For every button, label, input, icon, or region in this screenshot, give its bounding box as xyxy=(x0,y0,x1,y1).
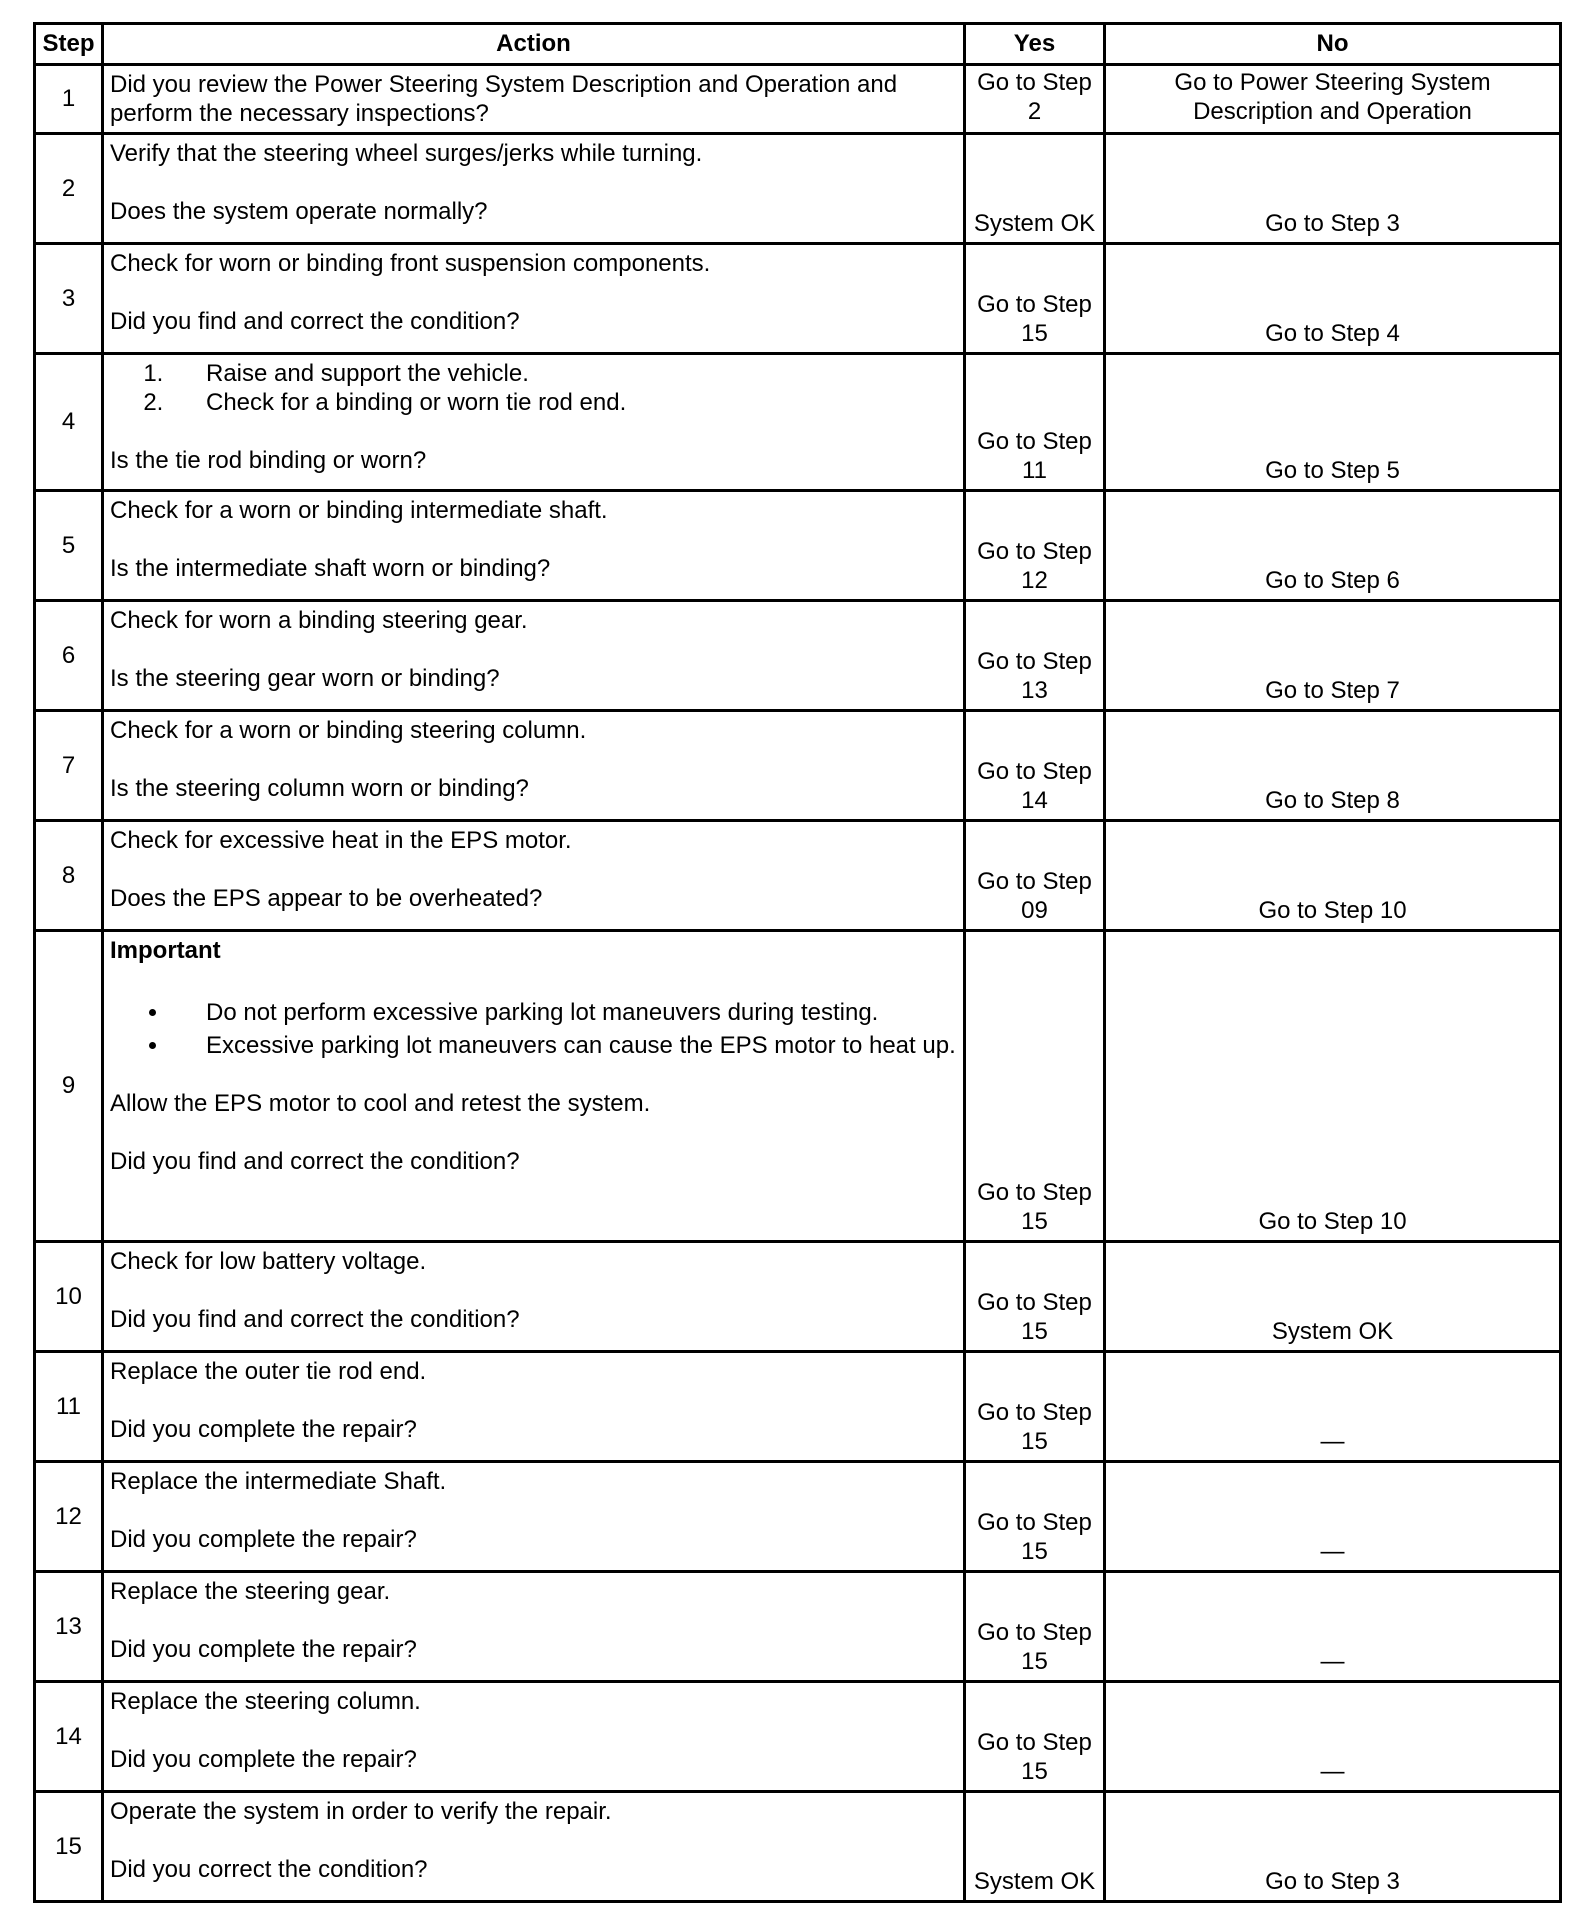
action-text: Check for worn a binding steering gear. xyxy=(110,607,528,634)
table-row xyxy=(35,244,1561,354)
question-text: Did you complete the repair? xyxy=(110,1636,417,1663)
action-cell xyxy=(103,711,965,821)
no-cell xyxy=(1105,134,1561,244)
no-outcome: Go to Step 10 xyxy=(1258,1208,1407,1235)
important-bullet: • Excessive parking lot maneuvers can cause the EPS motor to heat up. xyxy=(170,1031,957,1060)
no-outcome: Go to Step 10 xyxy=(1258,897,1407,924)
step-number: 15 xyxy=(35,1792,103,1902)
question-text: Does the system operate normally? xyxy=(110,198,488,225)
no-cell xyxy=(1105,1352,1561,1462)
action-text: Verify that the steering wheel surges/jerks while turning. xyxy=(110,140,703,167)
yes-outcome: 15 xyxy=(1021,1648,1048,1675)
table-row xyxy=(35,1352,1561,1462)
step-number: 8 xyxy=(35,821,103,931)
step-number: 10 xyxy=(35,1242,103,1352)
action-text: Replace the steering gear. xyxy=(110,1578,391,1605)
yes-outcome: 15 xyxy=(1021,1318,1048,1345)
no-outcome: Go to Step 7 xyxy=(1265,677,1400,704)
no-outcome: Go to Step 4 xyxy=(1265,320,1400,347)
yes-cell xyxy=(965,1352,1105,1462)
question-text: Is the tie rod binding or worn? xyxy=(110,447,427,474)
question-text: Did you correct the condition? xyxy=(110,1856,428,1883)
yes-outcome: Go to Step xyxy=(977,291,1092,318)
action-text: Allow the EPS motor to cool and retest the system. xyxy=(110,1090,651,1117)
question-text: Is the steering gear worn or binding? xyxy=(110,665,500,692)
yes-cell xyxy=(965,1572,1105,1682)
action-cell xyxy=(103,601,965,711)
yes-outcome: Go to Step xyxy=(977,538,1092,565)
table-row xyxy=(35,1682,1561,1792)
no-cell xyxy=(1105,711,1561,821)
question-text: Did you complete the repair? xyxy=(110,1746,417,1773)
step-number: 6 xyxy=(35,601,103,711)
question-text: Did you find and correct the condition? xyxy=(110,1306,520,1333)
step-number: 3 xyxy=(35,244,103,354)
step-number: 4 xyxy=(35,354,103,491)
substep-item: 1. Raise and support the vehicle. xyxy=(170,359,957,388)
header-yes: Yes xyxy=(965,24,1105,65)
yes-outcome: 15 xyxy=(1021,1538,1048,1565)
question-text: Is the intermediate shaft worn or binding? xyxy=(110,555,551,582)
yes-outcome: Go to Step xyxy=(977,1729,1092,1756)
yes-outcome: Go to Step xyxy=(977,1509,1092,1536)
table-row xyxy=(35,931,1561,1242)
important-list xyxy=(110,998,957,1060)
yes-outcome: 2 xyxy=(1027,98,1042,125)
action-cell xyxy=(103,1682,965,1792)
step-number: 13 xyxy=(35,1572,103,1682)
step-number: 1 xyxy=(35,65,103,134)
table-row xyxy=(35,1462,1561,1572)
no-cell xyxy=(1105,931,1561,1242)
yes-cell xyxy=(965,65,1105,134)
yes-outcome: 15 xyxy=(1021,1428,1048,1455)
question-text: Did you complete the repair? xyxy=(110,1526,417,1553)
action-cell xyxy=(103,244,965,354)
table-row xyxy=(35,601,1561,711)
yes-outcome: Go to Step xyxy=(977,69,1092,96)
action-cell xyxy=(103,1792,965,1902)
no-outcome: Go to Step 6 xyxy=(1265,567,1400,594)
yes-cell xyxy=(965,134,1105,244)
action-text: Replace the intermediate Shaft. xyxy=(110,1468,447,1495)
yes-outcome: 12 xyxy=(1021,567,1048,594)
table-row xyxy=(35,134,1561,244)
header-step: Step xyxy=(35,24,103,65)
no-outcome: Go to Power Steering System xyxy=(1174,69,1491,96)
yes-outcome: 15 xyxy=(1021,1758,1048,1785)
step-number: 9 xyxy=(35,931,103,1242)
table-row xyxy=(35,1792,1561,1902)
substep-item: 2. Check for a binding or worn tie rod end. xyxy=(170,388,957,417)
action-cell xyxy=(103,354,965,491)
action-cell xyxy=(103,821,965,931)
yes-outcome: Go to Step xyxy=(977,868,1092,895)
no-cell xyxy=(1105,65,1561,134)
yes-outcome: Go to Step xyxy=(977,1179,1092,1206)
yes-cell xyxy=(965,491,1105,601)
step-number: 5 xyxy=(35,491,103,601)
no-cell xyxy=(1105,1792,1561,1902)
no-outcome: — xyxy=(1320,1538,1345,1565)
header-no: No xyxy=(1105,24,1561,65)
yes-cell xyxy=(965,354,1105,491)
action-text: Check for excessive heat in the EPS motor. xyxy=(110,827,572,854)
table-row xyxy=(35,491,1561,601)
yes-outcome: 15 xyxy=(1021,1208,1048,1235)
step-number: 14 xyxy=(35,1682,103,1792)
action-cell xyxy=(103,1352,965,1462)
question-text: Did you find and correct the condition? xyxy=(110,308,520,335)
yes-outcome: 11 xyxy=(1022,457,1047,484)
action-text: Did you review the Power Steering System Description and Operation and perform the necessary inspections? xyxy=(110,71,898,127)
no-cell xyxy=(1105,821,1561,931)
yes-outcome: Go to Step xyxy=(977,428,1092,455)
no-outcome: — xyxy=(1320,1648,1345,1675)
action-cell xyxy=(103,491,965,601)
yes-outcome: System OK xyxy=(973,210,1096,237)
table-row xyxy=(35,821,1561,931)
table-row xyxy=(35,1242,1561,1352)
yes-outcome: Go to Step xyxy=(977,758,1092,785)
action-text: Check for worn or binding front suspension components. xyxy=(110,250,711,277)
no-cell xyxy=(1105,1462,1561,1572)
diagnostic-table xyxy=(33,22,1562,1903)
no-outcome: Go to Step 5 xyxy=(1265,457,1400,484)
yes-cell xyxy=(965,1682,1105,1792)
step-number: 11 xyxy=(35,1352,103,1462)
no-cell xyxy=(1105,244,1561,354)
yes-cell xyxy=(965,1242,1105,1352)
no-cell xyxy=(1105,491,1561,601)
no-outcome: — xyxy=(1320,1758,1345,1785)
action-cell xyxy=(103,65,965,134)
step-number: 12 xyxy=(35,1462,103,1572)
action-cell xyxy=(103,931,965,1242)
yes-outcome: Go to Step xyxy=(977,1619,1092,1646)
no-outcome: Go to Step 3 xyxy=(1265,210,1400,237)
action-cell xyxy=(103,1242,965,1352)
yes-cell xyxy=(965,601,1105,711)
yes-outcome: Go to Step xyxy=(977,1289,1092,1316)
question-text: Is the steering column worn or binding? xyxy=(110,775,529,802)
step-number: 7 xyxy=(35,711,103,821)
table-row xyxy=(35,65,1561,134)
important-bullet: • Do not perform excessive parking lot maneuvers during testing. xyxy=(170,998,957,1027)
yes-outcome: Go to Step xyxy=(977,648,1092,675)
yes-cell xyxy=(965,931,1105,1242)
action-cell xyxy=(103,134,965,244)
no-outcome: Go to Step 3 xyxy=(1265,1868,1400,1895)
yes-outcome: 14 xyxy=(1021,787,1048,814)
header-row xyxy=(35,24,1561,65)
yes-outcome: Go to Step xyxy=(977,1399,1092,1426)
yes-outcome: 13 xyxy=(1021,677,1048,704)
table-row xyxy=(35,711,1561,821)
yes-cell xyxy=(965,711,1105,821)
step-number: 2 xyxy=(35,134,103,244)
header-action: Action xyxy=(103,24,965,65)
substep-list xyxy=(110,359,957,417)
action-text: Check for a worn or binding steering column. xyxy=(110,717,587,744)
yes-outcome: 15 xyxy=(1021,320,1048,347)
important-label: Important xyxy=(110,937,221,964)
no-cell xyxy=(1105,1242,1561,1352)
no-cell xyxy=(1105,354,1561,491)
no-outcome: System OK xyxy=(1271,1318,1394,1345)
yes-cell xyxy=(965,1792,1105,1902)
yes-cell xyxy=(965,821,1105,931)
no-outcome: — xyxy=(1320,1428,1345,1455)
no-cell xyxy=(1105,601,1561,711)
question-text: Did you find and correct the condition? xyxy=(110,1148,520,1175)
action-cell xyxy=(103,1462,965,1572)
action-text: Check for low battery voltage. xyxy=(110,1248,427,1275)
no-cell xyxy=(1105,1572,1561,1682)
no-cell xyxy=(1105,1682,1561,1792)
table-row xyxy=(35,354,1561,491)
no-outcome: Go to Step 8 xyxy=(1265,787,1400,814)
question-text: Does the EPS appear to be overheated? xyxy=(110,885,543,912)
action-text: Replace the outer tie rod end. xyxy=(110,1358,427,1385)
yes-cell xyxy=(965,244,1105,354)
yes-outcome: 09 xyxy=(1021,897,1048,924)
table-row xyxy=(35,1572,1561,1682)
action-cell xyxy=(103,1572,965,1682)
question-text: Did you complete the repair? xyxy=(110,1416,417,1443)
action-text: Operate the system in order to verify the repair. xyxy=(110,1798,612,1825)
yes-outcome: System OK xyxy=(973,1868,1096,1895)
yes-cell xyxy=(965,1462,1105,1572)
action-text: Replace the steering column. xyxy=(110,1688,421,1715)
no-outcome: Description and Operation xyxy=(1193,98,1472,125)
action-text: Check for a worn or binding intermediate shaft. xyxy=(110,497,608,524)
